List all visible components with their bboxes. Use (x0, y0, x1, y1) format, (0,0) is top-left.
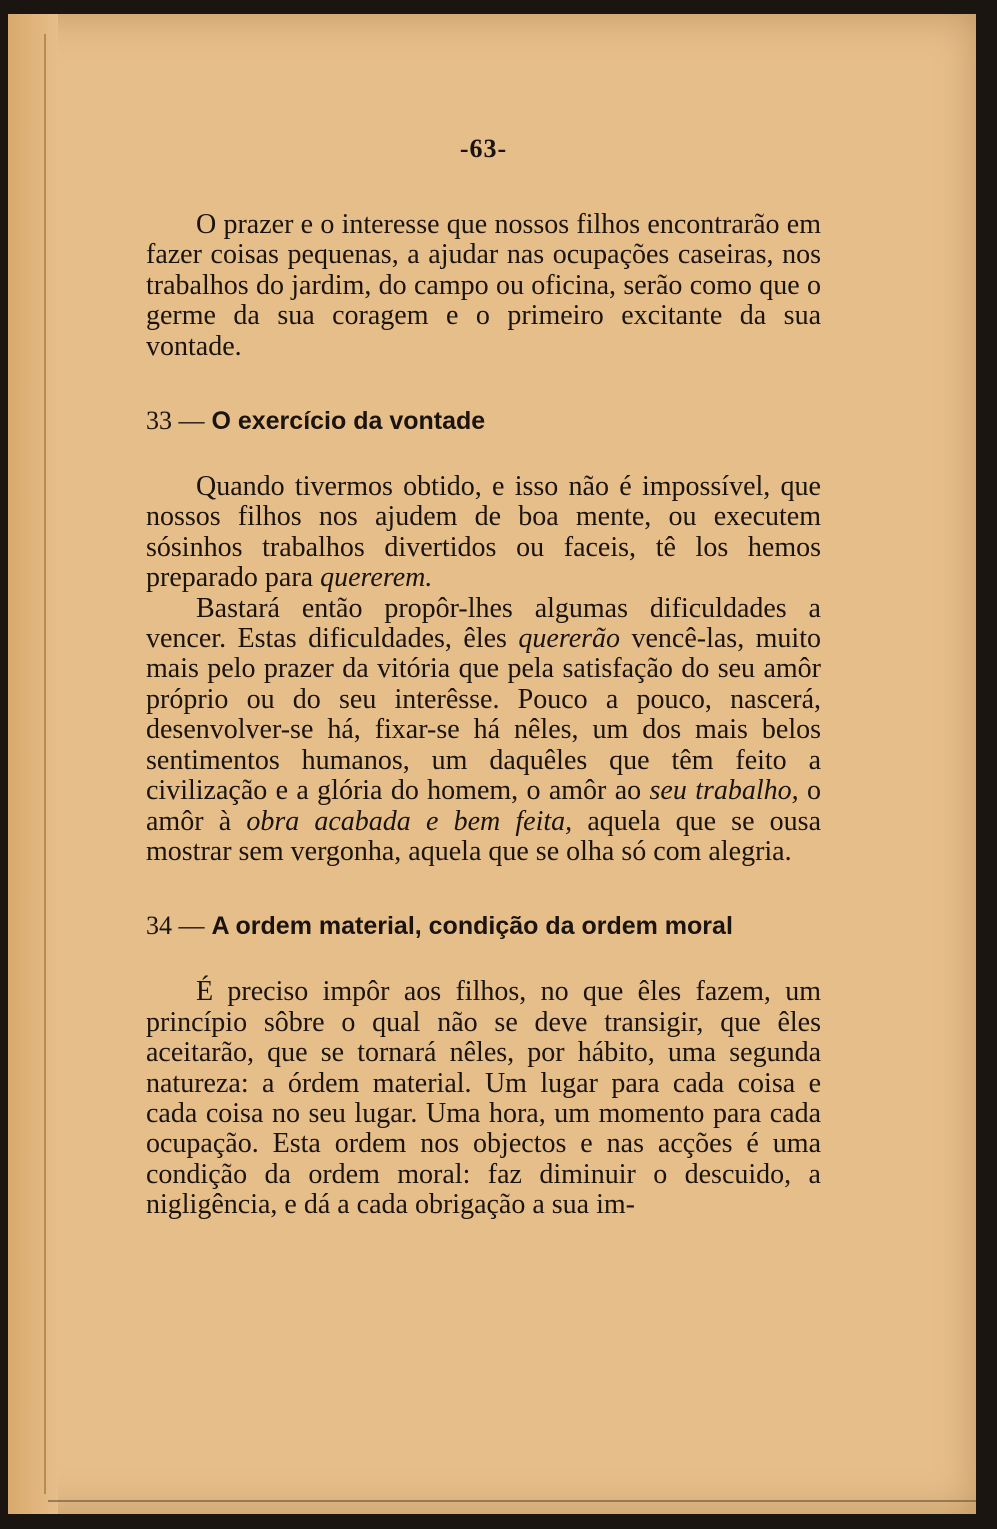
book-page (8, 14, 976, 1514)
page-content (146, 134, 821, 1221)
section-34-paragraph-1: É preciso impôr aos filhos, no que êles fazem, um princípio sôbre o qual não se deve transigir, que êles aceitarão, que se tornará nêles, por hábito, uma segunda natureza: a órdem material. Um lugar para cada coisa e cada coisa no seu lugar. Uma hora, um momento para cada ocupação. Esta ordem nos objectos e nas acções é uma condição da ordem moral: faz diminuir o descuido, a nigligência, e dá a cada obrigação a sua im- (146, 976, 821, 1221)
section-33-heading (146, 406, 821, 436)
section-33-title: O exercício da vontade (211, 407, 486, 436)
bottom-rule (48, 1500, 976, 1502)
emphasis-quererao: quererão (518, 623, 621, 655)
section-33-paragraph-1: Quando tivermos obtido, e isso não é impossível, que nossos filhos nos ajudem de boa mente, ou executem sósinhos trabalhos divertidos ou faceis, tê los hemos preparado para quererem. (146, 471, 821, 594)
emphasis-seu-trabalho: seu trabalho, (649, 775, 799, 807)
section-34-title: A ordem material, condição da ordem moral (211, 912, 733, 941)
section-33-number: 33 — (146, 406, 205, 436)
emphasis-obra-acabada: obra acabada e bem feita, (246, 805, 573, 837)
section-33-paragraph-2: Bastará então propôr-lhes algumas dificuldades a vencer. Estas dificuldades, êles quererão vencê-las, muito mais pelo prazer da vitória que pela satisfação do seu amôr próprio ou do seu interêsse. Pouco a pouco, nascerá, desenvolver-se há, fixar-se há nêles, um dos mais belos sentimentos humanos, um daquêles que têm feito a civilização e a glória do homem, o amôr ao seu trabalho, o amôr à obra acabada e bem feita, aquela que se ousa mostrar sem vergonha, aquela que se olha só com alegria. (146, 592, 822, 867)
emphasis-quererem: quererem. (320, 562, 433, 594)
section-34-heading (146, 911, 821, 941)
page-gutter (8, 14, 58, 1514)
section-34-number: 34 — (146, 911, 205, 941)
intro-paragraph: O prazer e o interesse que nossos filhos encontrarão em fazer coisas pequenas, a ajudar nas ocupações caseiras, nos trabalhos do jardim, do campo ou oficina, serão como que o germe da sua coragem e o primeiro excitante da sua vontade. (146, 209, 821, 362)
page-number: -63- (459, 134, 508, 163)
